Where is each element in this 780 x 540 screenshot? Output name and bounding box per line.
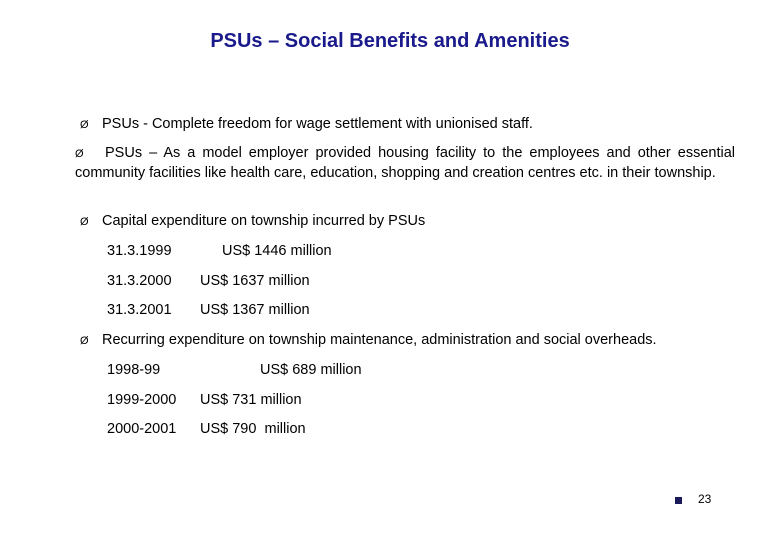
recurring-row-amount: US$ 731 million — [200, 392, 302, 408]
slide-title: PSUs – Social Benefits and Amenities — [210, 30, 570, 52]
bullet-wage-settlement — [80, 115, 533, 135]
bullet-text: Capital expenditure on township incurred by PSUs — [102, 213, 426, 229]
arrow-bullet-icon: Ø — [80, 119, 89, 131]
recurring-row-year: 1999-2000 — [107, 392, 177, 408]
recurring-row-year: 2000-2001 — [107, 421, 177, 437]
arrow-bullet-icon: Ø — [80, 335, 89, 347]
recurring-row-amount: US$ 689 million — [260, 362, 362, 378]
square-bullet-icon — [675, 497, 682, 504]
bullet-model-employer — [75, 144, 735, 183]
arrow-bullet-icon: Ø — [75, 148, 84, 160]
page-number: 23 — [698, 492, 712, 506]
bullet-capital-expenditure — [80, 212, 425, 232]
capital-row-date: 31.3.1999 — [107, 243, 172, 259]
recurring-row-year: 1998-99 — [107, 362, 161, 378]
bullet-text: PSUs - Complete freedom for wage settlement with unionised staff. — [102, 116, 533, 132]
bullet-text: Recurring expenditure on township maintenance, administration and social overheads. — [102, 332, 657, 348]
capital-row-amount: US$ 1637 million — [200, 273, 310, 289]
capital-row-date: 31.3.2000 — [107, 273, 172, 289]
capital-row-amount: US$ 1446 million — [222, 243, 332, 259]
capital-row-amount: US$ 1367 million — [200, 302, 310, 318]
arrow-bullet-icon: Ø — [80, 216, 89, 228]
recurring-row-amount: US$ 790 million — [200, 421, 306, 437]
bullet-text: PSUs – As a model employer provided housing facility to the employees and other essential community facilities like health care, education, shopping and creation centres etc. in their township. — [75, 145, 735, 181]
bullet-recurring-expenditure — [80, 331, 657, 351]
capital-row-date: 31.3.2001 — [107, 302, 172, 318]
